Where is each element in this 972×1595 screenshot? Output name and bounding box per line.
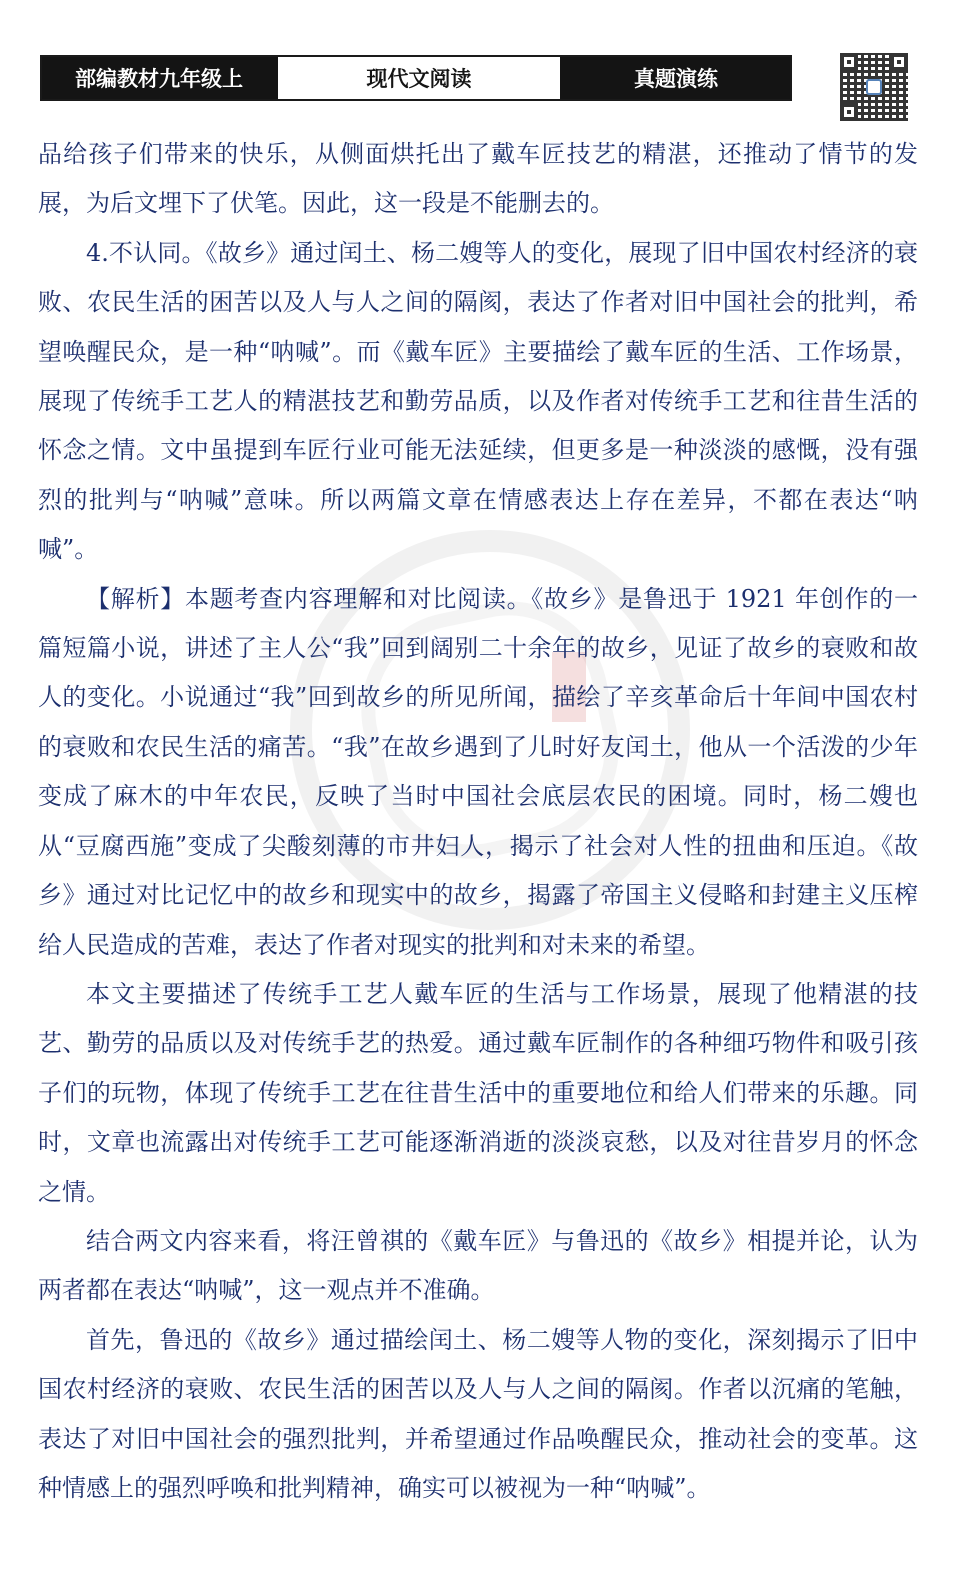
header-practice-label: 真题演练 (562, 57, 790, 99)
answer-content (38, 130, 918, 1513)
paragraph-answer-4: 4.不认同。《故乡》通过闰土、杨二嫂等人的变化，展现了旧中国农村经济的衰败、农民生活的困苦以及人与人之间的隔阂，表达了作者对旧中国社会的批判，希望唤醒民众，是一种“呐喊”。而《戴车匠》主要描绘了戴车匠的生活、工作场景，展现了传统手工艺人的精湛技艺和勤劳品质，以及作者对传统手工艺和往昔生活的怀念之情。文中虽提到车匠行业可能无法延续，但更多是一种淡淡的感慨，没有强烈的批判与“呐喊”意味。所以两篇文章在情感表达上存在差异，不都在表达“呐喊”。 (38, 238, 918, 564)
paragraph-first-point: 首先，鲁迅的《故乡》通过描绘闰土、杨二嫂等人物的变化，深刻揭示了旧中国农村经济的衰败、农民生活的困苦以及人与人之间的隔阂。作者以沉痛的笔触，表达了对旧中国社会的强烈批判，并希望通过作品唤醒民众，推动社会的变革。这种情感上的强烈呼唤和批判精神，确实可以被视为一种“呐喊”。 (38, 1325, 918, 1502)
paragraph-analysis: 【解析】本题考查内容理解和对比阅读。《故乡》是鲁迅于 1921 年创作的一篇短篇小说，讲述了主人公“我”回到阔别二十余年的故乡，见证了故乡的衰败和故人的变化。小说通过“我”回到故乡的所见所闻，描绘了辛亥革命后十年间中国农村的衰败和农民生活的痛苦。“我”在故乡遇到了儿时好友闰土，他从一个活泼的少年变成了麻木的中年农民，反映了当时中国社会底层农民的困境。同时，杨二嫂也从“豆腐西施”变成了尖酸刻薄的市井妇人，揭示了社会对人性的扭曲和压迫。《故乡》通过对比记忆中的故乡和现实中的故乡，揭露了帝国主义侵略和封建主义压榨给人民造成的苦难，表达了作者对现实的批判和对未来的希望。 (38, 584, 918, 959)
qr-code-icon[interactable] (840, 53, 908, 121)
header-bar (40, 55, 792, 101)
header-section-label: 现代文阅读 (276, 57, 562, 99)
header-grade-label: 部编教材九年级上 (42, 57, 276, 99)
paragraph-comparison: 结合两文内容来看，将汪曾祺的《戴车匠》与鲁迅的《故乡》相提并论，认为两者都在表达“呐喊”，这一观点并不准确。 (38, 1226, 918, 1305)
paragraph-summary-text: 本文主要描述了传统手工艺人戴车匠的生活与工作场景，展现了他精湛的技艺、勤劳的品质以及对传统手艺的热爱。通过戴车匠制作的各种细巧物件和吸引孩子们的玩物，体现了传统手工艺在往昔生活中的重要地位和给人们带来的乐趣。同时，文章也流露出对传统手工艺可能逐渐消逝的淡淡哀愁，以及对往昔岁月的怀念之情。 (38, 979, 918, 1206)
paragraph-continuation: 品给孩子们带来的快乐，从侧面烘托出了戴车匠技艺的精湛，还推动了情节的发展，为后文埋下了伏笔。因此，这一段是不能删去的。 (38, 140, 918, 218)
